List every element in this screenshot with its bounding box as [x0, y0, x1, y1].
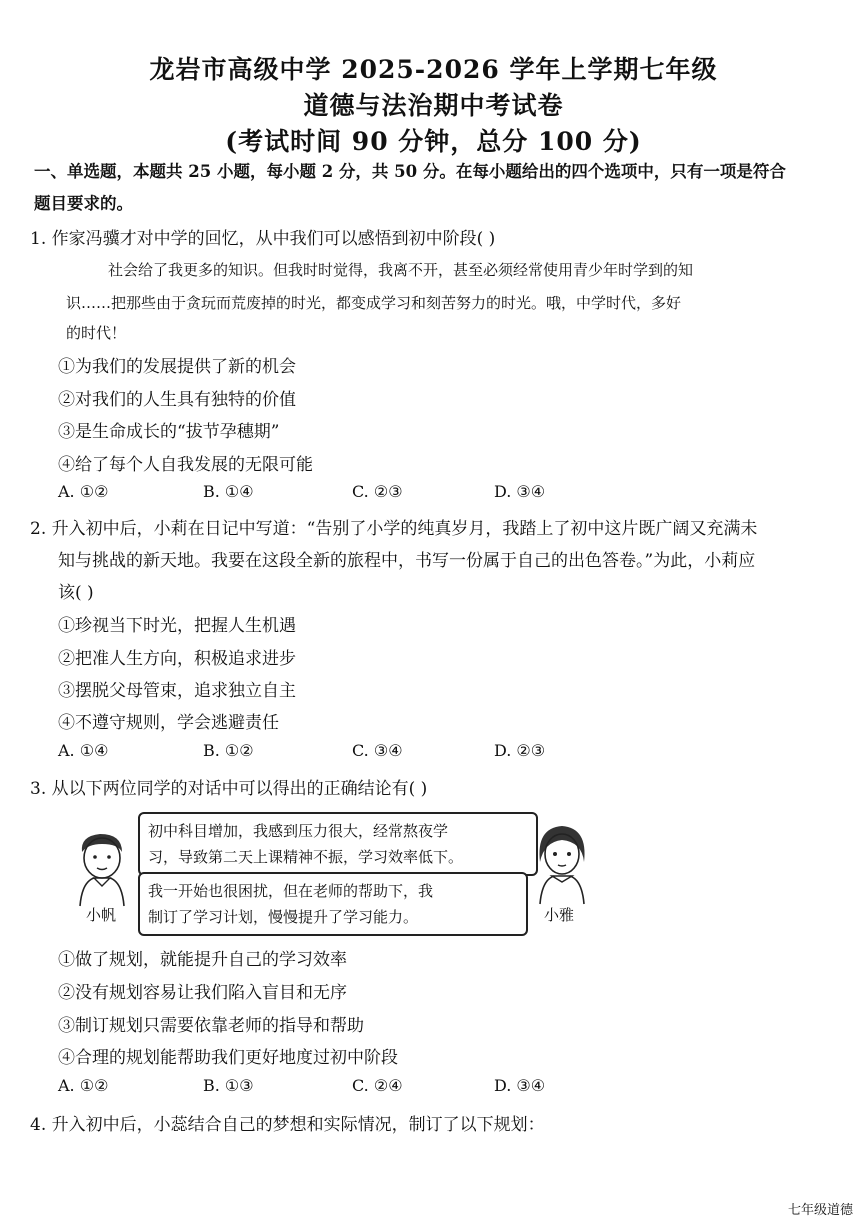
- q1-choice-d[interactable]: D. ③④: [494, 482, 546, 501]
- q3-choice-d[interactable]: D. ③④: [494, 1076, 546, 1095]
- q2-choice-b[interactable]: B. ①②: [203, 741, 254, 760]
- bubble-bottom-line1: 我一开始也很困扰，但在老师的帮助下，我: [148, 882, 434, 900]
- q4-stem: 4. 升入初中后，小蕊结合自己的梦想和实际情况，制订了以下规划：: [30, 1115, 545, 1135]
- exam-title-line2: 道德与法治期中考试卷: [303, 91, 564, 120]
- name-left-label: 小帆: [86, 906, 117, 924]
- q2-stem-line2: 知与挑战的新天地。我要在这段全新的旅程中，书写一份属于自己的出色答卷。”为此，小莉应: [58, 551, 756, 571]
- q3-option-4: ④合理的规划能帮助我们更好地度过初中阶段: [58, 1048, 398, 1068]
- q2-option-1: ①珍视当下时光，把握人生机遇: [58, 616, 296, 636]
- bubble-top-line2: 习，导致第二天上课精神不振，学习效率低下。: [148, 848, 464, 866]
- bubble-top-line1: 初中科目增加，我感到压力很大，经常熬夜学: [148, 822, 449, 840]
- q2-option-2: ②把准人生方向，积极追求进步: [58, 649, 296, 669]
- q3-choice-b[interactable]: B. ①③: [203, 1076, 254, 1095]
- q1-choice-b[interactable]: B. ①④: [203, 482, 254, 501]
- name-right-label: 小雅: [544, 906, 575, 924]
- q1-choice-a[interactable]: A. ①②: [58, 482, 109, 501]
- q2-option-4: ④不遵守规则，学会逃避责任: [58, 713, 279, 733]
- bubble-bottom-line2: 制订了学习计划，慢慢提升了学习能力。: [148, 908, 419, 926]
- q3-option-3: ③制订规划只需要依靠老师的指导和帮助: [58, 1016, 364, 1036]
- q1-quote-line2: 识……把那些由于贪玩而荒废掉的时光，都变成学习和刻苦努力的时光。哦，中学时代，多好: [66, 294, 682, 312]
- exam-title-line1: 龙岩市高级中学 2025-2026 学年上学期七年级: [149, 55, 718, 84]
- q3-option-2: ②没有规划容易让我们陷入盲目和无序: [58, 983, 347, 1003]
- q2-choice-c[interactable]: C. ③④: [352, 741, 403, 760]
- q1-option-4: ④给了每个人自我发展的无限可能: [58, 455, 313, 475]
- boy-figure-icon: [72, 830, 132, 910]
- section-intro-line1: 一、单选题，本题共 25 小题，每小题 2 分，共 50 分。在每小题给出的四个选项中，只有一项是符合: [34, 162, 786, 181]
- q1-option-2: ②对我们的人生具有独特的价值: [58, 390, 296, 410]
- q2-choice-a[interactable]: A. ①④: [58, 741, 109, 760]
- q1-quote-line3: 的时代！: [66, 324, 127, 342]
- q2-choice-d[interactable]: D. ②③: [494, 741, 546, 760]
- q3-option-1: ①做了规划，就能提升自己的学习效率: [58, 950, 347, 970]
- q2-stem-line3: 该( ): [58, 583, 94, 603]
- speech-bubble-top: [138, 812, 538, 876]
- exam-title-line3: (考试时间 90 分钟，总分 100 分): [225, 127, 642, 156]
- q1-choice-c[interactable]: C. ②③: [352, 482, 403, 501]
- q3-stem: 3. 从以下两位同学的对话中可以得出的正确结论有( ): [30, 779, 428, 799]
- speech-bubble-bottom: [138, 872, 528, 936]
- section-intro-line2: 题目要求的。: [34, 194, 133, 213]
- q1-option-3: ③是生命成长的“拔节孕穗期”: [58, 422, 280, 442]
- q3-choice-c[interactable]: C. ②④: [352, 1076, 403, 1095]
- page-footer-label: 七年级道德: [787, 1203, 853, 1218]
- q2-stem-line1: 2. 升入初中后，小莉在日记中写道：“告别了小学的纯真岁月，我踏上了初中这片既广阔又充满未: [30, 519, 758, 539]
- q1-option-1: ①为我们的发展提供了新的机会: [58, 357, 296, 377]
- q1-stem: 1. 作家冯骥才对中学的回忆，从中我们可以感悟到初中阶段( ): [30, 229, 496, 249]
- q2-option-3: ③摆脱父母管束，追求独立自主: [58, 681, 296, 701]
- q3-choice-a[interactable]: A. ①②: [58, 1076, 109, 1095]
- q1-quote-line1: 社会给了我更多的知识。但我时时觉得，我离不开，甚至必须经常使用青少年时学到的知: [108, 261, 694, 279]
- girl-figure-icon: [532, 822, 592, 906]
